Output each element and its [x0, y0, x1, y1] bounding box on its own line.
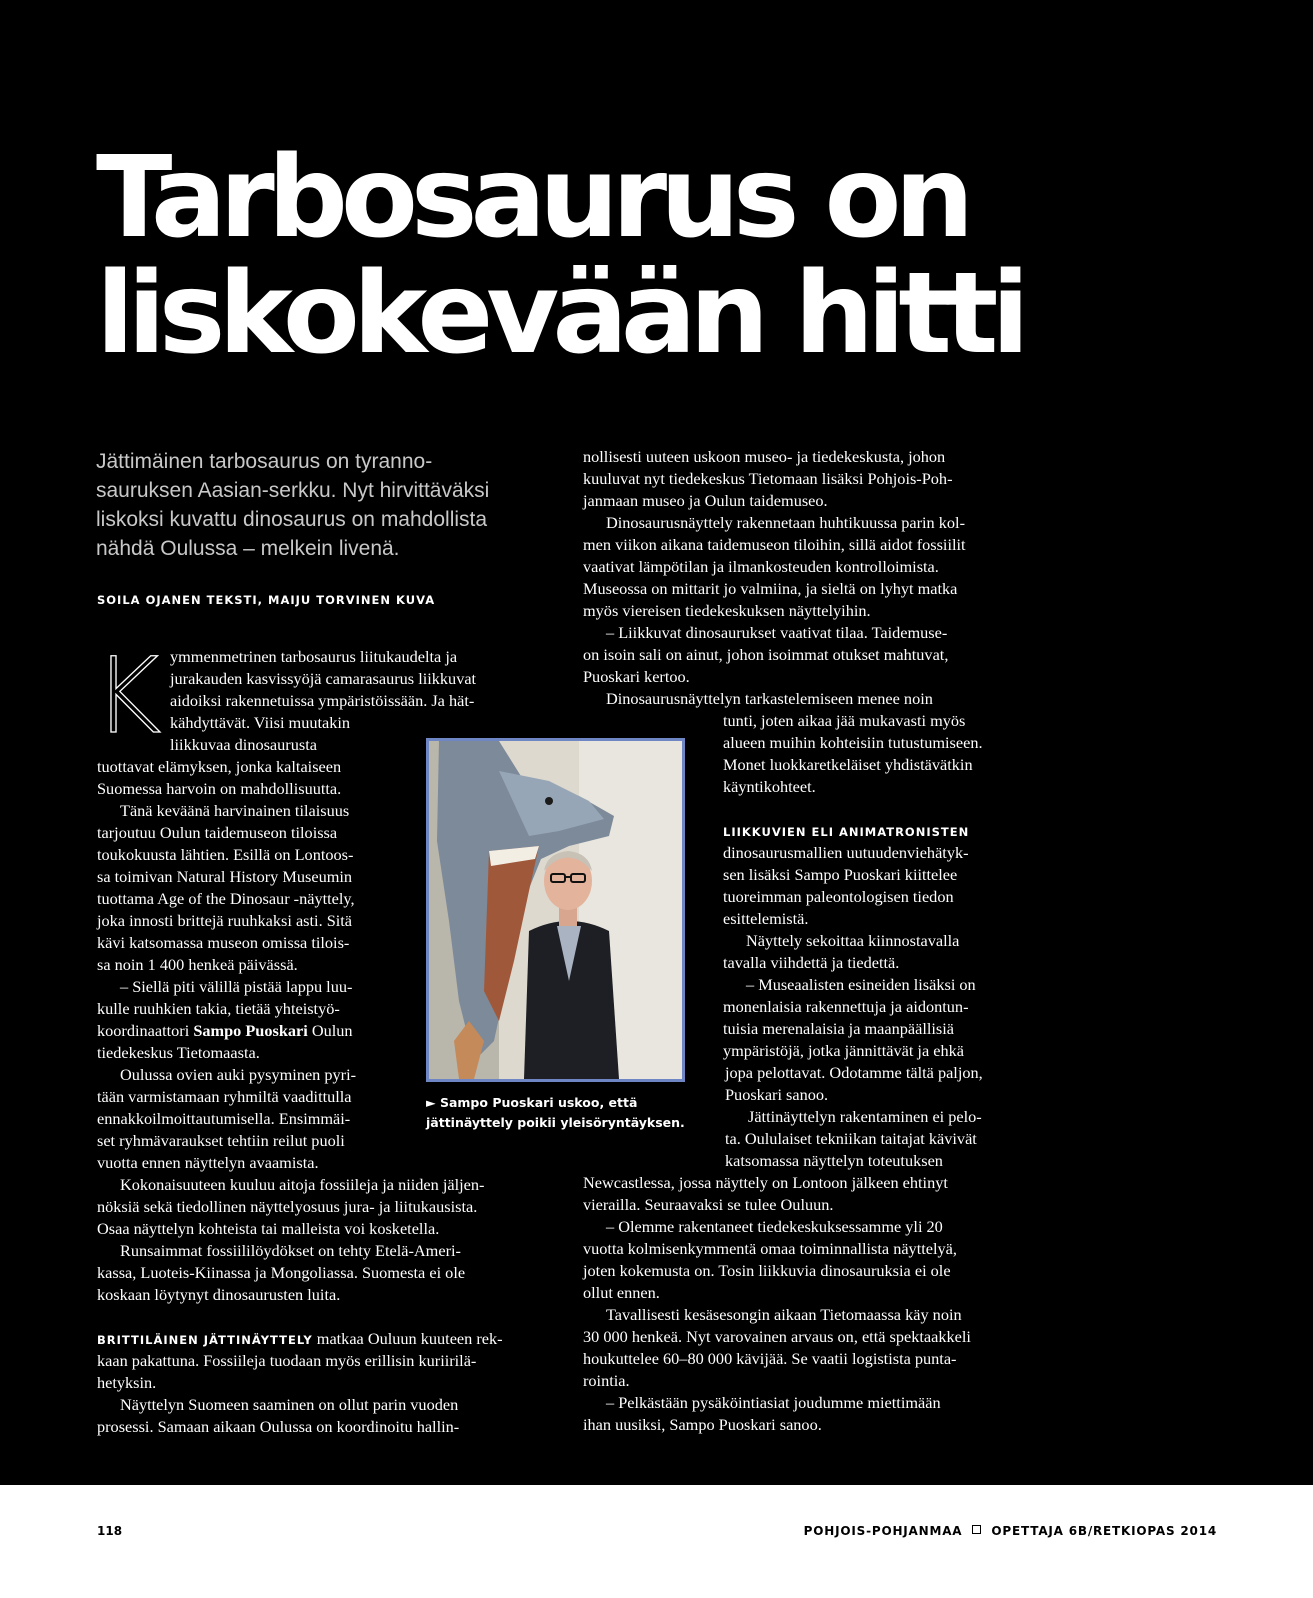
text-line: alueen muihin kohteisiin tutustumiseen. — [723, 733, 983, 752]
lead-line: sauruksen Aasian-serkku. Nyt hirvittäväksi — [96, 479, 490, 502]
text-line: on isoin sali on ainut, johon isoimmat otukset mahtuvat, — [583, 645, 949, 664]
text-line: tuottama Age of the Dinosaur -näyttely, — [97, 889, 355, 908]
text-line: tiedekeskus Tietomaasta. — [97, 1043, 260, 1062]
text-line: tarjoutuu Oulun taidemuseon tiloissa — [97, 823, 338, 842]
text-line: tuisia merenalaisia ja maanpäällisiä — [723, 1019, 955, 1038]
text-line: Puoskari sanoo. — [725, 1085, 829, 1104]
text-line: men viikon aikana taidemuseon tiloihin, sillä aidot fossiilit — [583, 535, 966, 554]
caption-line: ► Sampo Puoskari uskoo, että — [426, 1095, 638, 1110]
text-line: monenlaisia rakennettuja ja aidontun- — [723, 997, 969, 1016]
lead-line: nähdä Oulussa – melkein livenä. — [96, 537, 400, 560]
text-line: kävi katsomassa museon omissa tilois- — [97, 933, 350, 952]
text-line: janmaan museo ja Oulun taidemuseo. — [583, 491, 828, 510]
byline: SOILA OJANEN TEKSTI, MAIJU TORVINEN KUVA — [97, 593, 436, 607]
text-line: Tavallisesti kesäsesongin aikaan Tietomaassa käy noin — [606, 1305, 962, 1324]
section-lead-in: LIIKKUVIEN ELI ANIMATRONISTEN — [723, 825, 970, 839]
text-line: Osaa näyttelyn kohteista tai malleista voi kosketella. — [97, 1219, 440, 1238]
lead-line: liskoksi kuvattu dinosaurus on mahdollista — [96, 508, 488, 531]
text-line: Puoskari kertoo. — [583, 667, 690, 686]
text-line: ymmenmetrinen tarbosaurus liitukaudelta ja — [170, 647, 458, 666]
text-line: kulle ruuhkien takia, tietää yhteistyö- — [97, 999, 340, 1018]
text-line: hetyksin. — [97, 1373, 157, 1392]
text-line: Oulussa ovien auki pysyminen pyri- — [120, 1065, 357, 1084]
text-line: Näyttely sekoittaa kiinnostavalla — [746, 931, 960, 950]
footer-issue: OPETTAJA 6B/RETKIOPAS 2014 — [991, 1524, 1217, 1538]
text-line: kähdyttävät. Viisi muutakin — [170, 713, 351, 732]
headline — [96, 133, 1196, 379]
text-line: kaan pakattuna. Fossiileja tuodaan myös erillisin kuriirilä- — [97, 1351, 477, 1370]
drop-cap: K — [93, 635, 162, 757]
text-line: tunti, joten aikaa jää mukavasti myös — [723, 711, 966, 730]
text-line: tuottavat elämyksen, jonka kaltaiseen — [97, 757, 342, 776]
text-line: prosessi. Samaan aikaan Oulussa on koordinoitu hallin- — [97, 1417, 460, 1436]
text-line: Dinosaurusnäyttelyn tarkastelemiseen menee noin — [606, 689, 933, 708]
lead-paragraph — [96, 447, 536, 563]
text-line: houkuttelee 60–80 000 kävijää. Se vaatii logistista punta- — [583, 1349, 957, 1368]
text-line: – Siellä piti välillä pistää lappu luu- — [120, 977, 353, 996]
text-line: koskaan löytynyt dinosaurusten luita. — [97, 1285, 341, 1304]
text-line: kassa, Luoteis-Kiinassa ja Mongoliassa. Suomesta ei ole — [97, 1263, 466, 1282]
person-name: Sampo Puoskari — [193, 1021, 308, 1040]
text-line: ihan uusiksi, Sampo Puoskari sanoo. — [583, 1415, 822, 1434]
text-line: jopa pelottavat. Odotamme tältä paljon, — [725, 1063, 983, 1082]
text-line: liikkuvaa dinosaurusta — [170, 735, 317, 754]
text-line — [583, 820, 1043, 842]
text-line: nollisesti uuteen uskoon museo- ja tiedekeskusta, johon — [583, 447, 946, 466]
text-line: 30 000 henkeä. Nyt varovainen arvaus on, että spektaakkeli — [583, 1327, 971, 1346]
text-line: sen lisäksi Sampo Puoskari kiittelee — [723, 865, 958, 884]
page-number: 118 — [97, 1524, 123, 1538]
caption-line: jättinäyttely poikii yleisöryntäyksen. — [426, 1115, 685, 1130]
lead-line: Jättimäinen tarbosaurus on tyranno- — [96, 450, 433, 473]
text-line: Kokonaisuuteen kuuluu aitoja fossiileja ja niiden jäljen- — [120, 1175, 485, 1194]
text-line: vierailla. Seuraavaksi se tulee Ouluun. — [583, 1195, 834, 1214]
text-line: kuuluvat nyt tiedekeskus Tietomaan lisäksi Pohjois-Poh- — [583, 469, 953, 488]
text-line: tään varmistamaan ryhmiltä vaadittulla — [97, 1087, 352, 1106]
text-fragment: Oulun — [307, 1021, 353, 1040]
text-line: set ryhmävaraukset tehtiin reilut puoli — [97, 1131, 345, 1150]
text-line: dinosaurusmallien uutuudenviehätyk- — [723, 843, 969, 862]
text-line: joten kokemusta on. Tosin liikkuvia dinosauruksia ei ole — [583, 1261, 951, 1280]
text-line: Museossa on mittarit jo valmiina, ja sieltä on lyhyt matka — [583, 579, 958, 598]
text-line: myös viereisen tiedekeskuksen näyttelyihin. — [583, 601, 871, 620]
text-line: Näyttelyn Suomeen saaminen on ollut parin vuoden — [120, 1395, 459, 1414]
footer-publication — [804, 1524, 1217, 1538]
text-line — [97, 1328, 547, 1350]
text-line: rointia. — [583, 1371, 630, 1390]
text-line: – Pelkästään pysäköintiasiat joudumme miettimään — [606, 1393, 941, 1412]
text-line: Monet luokkaretkeläiset yhdistävätkin — [723, 755, 973, 774]
text-line: Newcastlessa, jossa näyttely on Lontoon jälkeen ehtinyt — [583, 1173, 948, 1192]
body-column-right — [583, 446, 1043, 1436]
text-line: Tänä keväänä harvinainen tilaisuus — [120, 801, 350, 820]
text-fragment: koordinaattori — [97, 1021, 194, 1040]
text-line: vuotta kolmisenkymmentä omaa toiminnallista näyttelyä, — [583, 1239, 957, 1258]
text-line: toukokuusta lähtien. Esillä on Lontoos- — [97, 845, 354, 864]
text-line: sa toimivan Natural History Museumin — [97, 867, 353, 886]
headline-line: liskokevään hitti — [96, 249, 1023, 379]
text-line: käyntikohteet. — [723, 777, 816, 796]
text-line: katsomassa näyttelyn toteutuksen — [725, 1151, 943, 1170]
footer-region: POHJOIS-POHJANMAA — [803, 1524, 963, 1538]
text-line: ollut ennen. — [583, 1283, 660, 1302]
text-line: ta. Oululaiset tekniikan taitajat kävivät — [725, 1129, 977, 1148]
text-line: vaativat lämpötilan ja ilmankosteuden kontrolloimista. — [583, 557, 939, 576]
text-line: Jättinäyttelyn rakentaminen ei pelo- — [748, 1107, 982, 1126]
section-lead-in: BRITTILÄINEN JÄTTINÄYTTELY — [97, 1333, 313, 1347]
text-line: Runsaimmat fossiililöydökset on tehty Etelä-Ameri- — [120, 1241, 461, 1260]
square-separator-icon — [972, 1525, 981, 1534]
text-line: ympäristöjä, jotka jännittävät ja ehkä — [723, 1041, 964, 1060]
text-line: aidoiksi rakennetuissa ympäristöissään. Ja hät- — [170, 691, 475, 710]
text-line: tuoreimman paleontologisen tiedon — [723, 887, 954, 906]
text-line: ennakkoilmoittautumisella. Ensimmäi- — [97, 1109, 351, 1128]
text-line: Suomessa harvoin on mahdollisuutta. — [97, 779, 342, 798]
headline-line: Tarbosaurus on — [96, 133, 968, 263]
text-line: jurakauden kasvissyöjä camarasaurus liikkuvat — [170, 669, 477, 688]
text-fragment: matkaa Ouluun kuuteen rek- — [312, 1329, 503, 1348]
text-line: esittelemistä. — [723, 909, 809, 928]
text-line: joka innosti brittejä ruuhkaksi asti. Sitä — [97, 911, 353, 930]
text-line: Dinosaurusnäyttely rakennetaan huhtikuussa parin kol- — [606, 513, 965, 532]
text-line: vuotta ennen näyttelyn avaamista. — [97, 1153, 319, 1172]
text-line: – Olemme rakentaneet tiedekeskuksessamme yli 20 — [606, 1217, 943, 1236]
text-line: tavalla viihdettä ja tiedettä. — [723, 953, 900, 972]
text-line: sa noin 1 400 henkeä päivässä. — [97, 955, 298, 974]
text-line: – Museaalisten esineiden lisäksi on — [746, 975, 976, 994]
text-line: nöksiä sekä tiedollinen näyttelyosuus jura- ja liitukausista. — [97, 1197, 478, 1216]
text-line: – Liikkuvat dinosaurukset vaativat tilaa. Taidemuse- — [606, 623, 948, 642]
